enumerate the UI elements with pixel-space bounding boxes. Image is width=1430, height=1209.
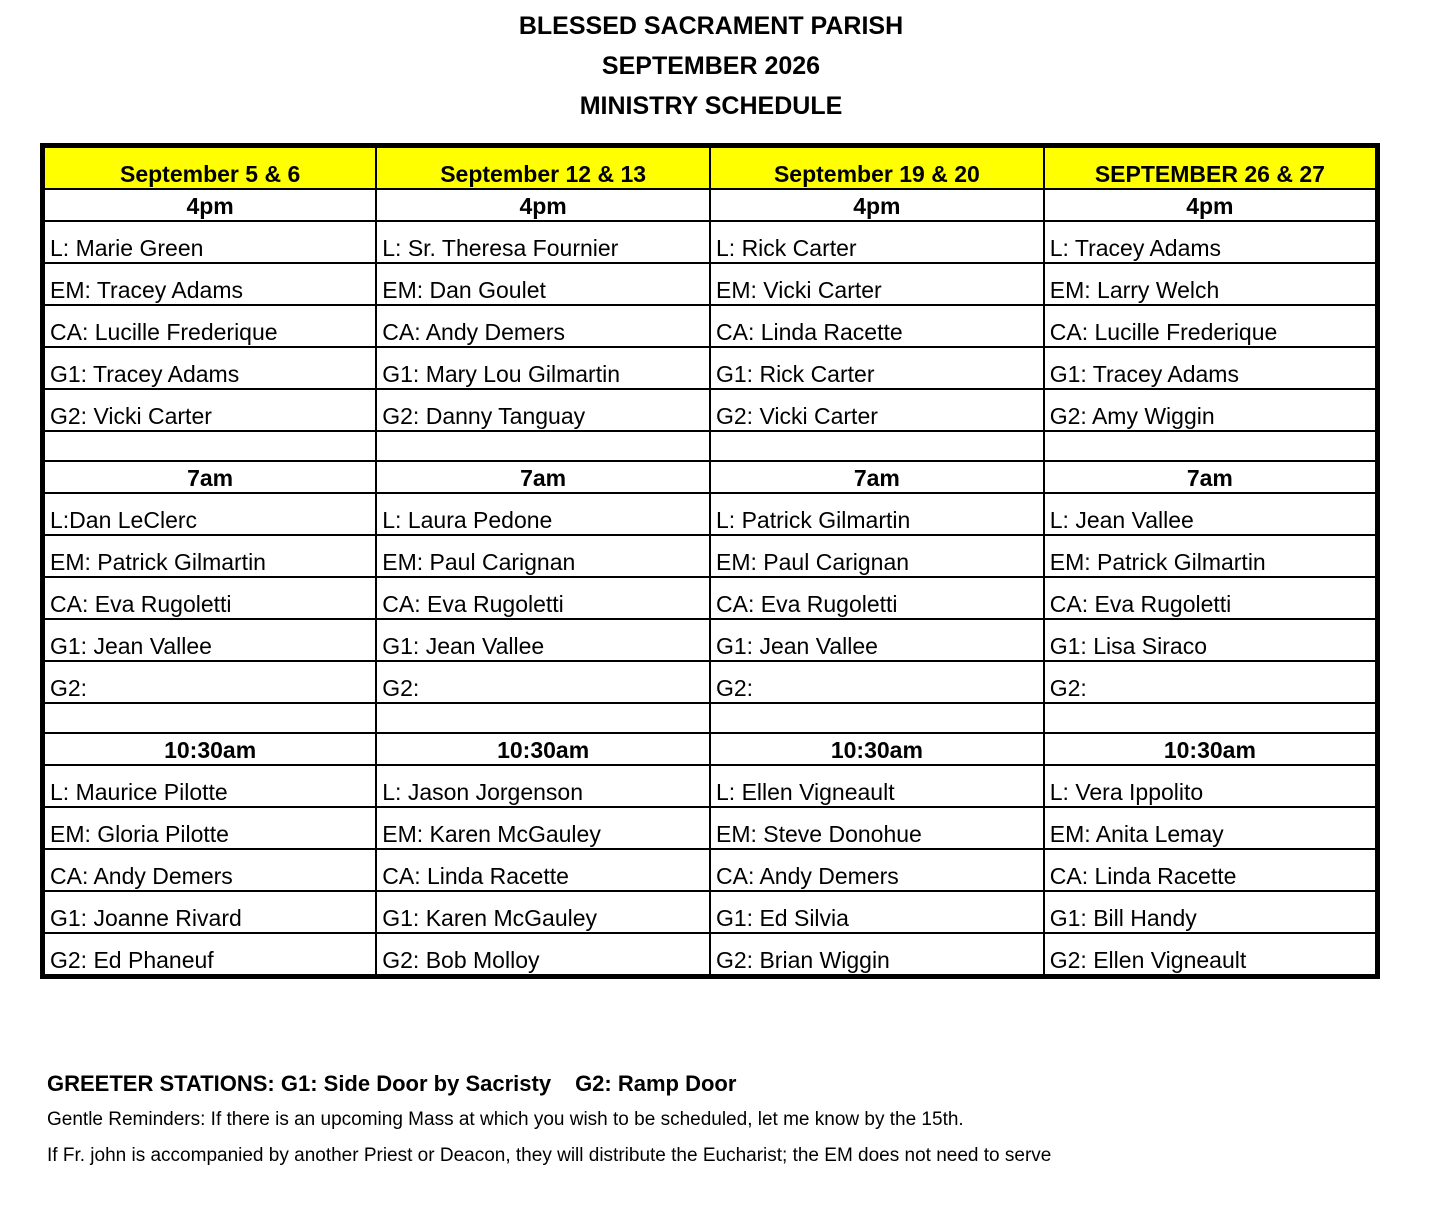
assignment-row — [43, 347, 1378, 389]
assignment-row — [43, 619, 1378, 661]
assignment-cell: EM: Paul Carignan — [710, 535, 1044, 577]
mass-time: 4pm — [1044, 189, 1378, 221]
assignment-cell: EM: Larry Welch — [1044, 263, 1378, 305]
assignment-cell: EM: Tracey Adams — [43, 263, 377, 305]
ministry-schedule-table — [40, 143, 1380, 979]
spacer-cell — [43, 703, 377, 733]
assignment-cell: L: Rick Carter — [710, 221, 1044, 263]
assignment-row — [43, 577, 1378, 619]
assignment-cell: G2: Ed Phaneuf — [43, 933, 377, 977]
assignment-cell: L: Vera Ippolito — [1044, 765, 1378, 807]
assignment-cell: L: Marie Green — [43, 221, 377, 263]
schedule-heading: MINISTRY SCHEDULE — [579, 92, 843, 120]
mass-time-row — [43, 733, 1378, 765]
assignment-cell: EM: Karen McGauley — [376, 807, 710, 849]
assignment-cell: G2: — [710, 661, 1044, 703]
spacer-cell — [710, 703, 1044, 733]
assignment-cell: L: Tracey Adams — [1044, 221, 1378, 263]
assignment-cell: L: Maurice Pilotte — [43, 765, 377, 807]
mass-time: 10:30am — [1044, 733, 1378, 765]
assignment-row — [43, 305, 1378, 347]
assignment-cell: CA: Linda Racette — [710, 305, 1044, 347]
assignment-row — [43, 535, 1378, 577]
date-header: September 5 & 6 — [43, 146, 377, 190]
document-title — [0, 6, 1422, 126]
assignment-cell: G1: Tracey Adams — [1044, 347, 1378, 389]
assignment-row — [43, 765, 1378, 807]
assignment-row — [43, 933, 1378, 977]
assignment-cell: G1: Mary Lou Gilmartin — [376, 347, 710, 389]
mass-time: 10:30am — [710, 733, 1044, 765]
assignment-row — [43, 263, 1378, 305]
assignment-cell: CA: Lucille Frederique — [43, 305, 377, 347]
assignment-cell: G1: Bill Handy — [1044, 891, 1378, 933]
assignment-cell: L: Laura Pedone — [376, 493, 710, 535]
assignment-cell: G2: Ellen Vigneault — [1044, 933, 1378, 977]
assignment-cell: EM: Vicki Carter — [710, 263, 1044, 305]
date-header: September 12 & 13 — [376, 146, 710, 190]
parish-name: BLESSED SACRAMENT PARISH — [518, 12, 904, 40]
spacer-cell — [43, 431, 377, 461]
assignment-cell: L: Patrick Gilmartin — [710, 493, 1044, 535]
assignment-cell: G1: Jean Vallee — [43, 619, 377, 661]
assignment-cell: G2: Brian Wiggin — [710, 933, 1044, 977]
assignment-cell: G2: Bob Molloy — [376, 933, 710, 977]
mass-time-row — [43, 461, 1378, 493]
assignment-cell: G1: Rick Carter — [710, 347, 1044, 389]
reminder-schedule: Gentle Reminders: If there is an upcoming Mass at which you wish to be scheduled, let me know by the 15th. — [47, 1109, 964, 1130]
assignment-row — [43, 389, 1378, 431]
assignment-cell: G2: — [376, 661, 710, 703]
assignment-cell: CA: Linda Racette — [376, 849, 710, 891]
spacer-cell — [710, 431, 1044, 461]
assignment-cell: EM: Dan Goulet — [376, 263, 710, 305]
assignment-cell: G2: Vicki Carter — [710, 389, 1044, 431]
date-header: SEPTEMBER 26 & 27 — [1044, 146, 1378, 190]
mass-time: 10:30am — [43, 733, 377, 765]
assignment-row — [43, 661, 1378, 703]
assignment-cell: CA: Eva Rugoletti — [43, 577, 377, 619]
assignment-cell: EM: Paul Carignan — [376, 535, 710, 577]
assignment-cell: CA: Linda Racette — [1044, 849, 1378, 891]
assignment-cell: EM: Steve Donohue — [710, 807, 1044, 849]
spacer-row — [43, 703, 1378, 733]
spacer-cell — [376, 431, 710, 461]
mass-time: 4pm — [376, 189, 710, 221]
mass-time: 7am — [1044, 461, 1378, 493]
schedule-month: SEPTEMBER 2026 — [601, 52, 821, 80]
spacer-row — [43, 431, 1378, 461]
date-header: September 19 & 20 — [710, 146, 1044, 190]
assignment-cell: G1: Ed Silvia — [710, 891, 1044, 933]
assignment-row — [43, 493, 1378, 535]
assignment-cell: CA: Andy Demers — [710, 849, 1044, 891]
mass-time: 4pm — [710, 189, 1044, 221]
assignment-row — [43, 807, 1378, 849]
assignment-cell: G1: Lisa Siraco — [1044, 619, 1378, 661]
assignment-cell: CA: Eva Rugoletti — [710, 577, 1044, 619]
mass-time: 7am — [376, 461, 710, 493]
reminder-eucharist: If Fr. john is accompanied by another Priest or Deacon, they will distribute the Eucharist; the EM does not need to serve — [47, 1145, 1052, 1166]
assignment-cell: CA: Andy Demers — [43, 849, 377, 891]
greeter-stations — [47, 1066, 1417, 1102]
assignment-cell: G1: Jean Vallee — [376, 619, 710, 661]
mass-time: 4pm — [43, 189, 377, 221]
greeter-station-g2: G2: Ramp Door — [575, 1071, 737, 1096]
assignment-cell: L: Jason Jorgenson — [376, 765, 710, 807]
assignment-cell: G1: Jean Vallee — [710, 619, 1044, 661]
assignment-cell: L: Sr. Theresa Fournier — [376, 221, 710, 263]
mass-time-row — [43, 189, 1378, 221]
spacer-cell — [1044, 703, 1378, 733]
assignment-cell: EM: Gloria Pilotte — [43, 807, 377, 849]
assignment-cell: L: Ellen Vigneault — [710, 765, 1044, 807]
mass-time: 10:30am — [376, 733, 710, 765]
mass-time: 7am — [43, 461, 377, 493]
spacer-cell — [376, 703, 710, 733]
assignment-cell: CA: Andy Demers — [376, 305, 710, 347]
assignment-cell: G1: Joanne Rivard — [43, 891, 377, 933]
assignment-cell: G1: Tracey Adams — [43, 347, 377, 389]
assignment-row — [43, 891, 1378, 933]
assignment-cell: G2: Amy Wiggin — [1044, 389, 1378, 431]
assignment-cell: G2: Vicki Carter — [43, 389, 377, 431]
assignment-cell: L: Jean Vallee — [1044, 493, 1378, 535]
assignment-cell: G2: Danny Tanguay — [376, 389, 710, 431]
assignment-cell: G2: — [43, 661, 377, 703]
spacer-cell — [1044, 431, 1378, 461]
assignment-cell: CA: Eva Rugoletti — [376, 577, 710, 619]
assignment-cell: L:Dan LeClerc — [43, 493, 377, 535]
assignment-cell: EM: Anita Lemay — [1044, 807, 1378, 849]
mass-time: 7am — [710, 461, 1044, 493]
date-header-row — [43, 146, 1378, 190]
assignment-cell: CA: Eva Rugoletti — [1044, 577, 1378, 619]
assignment-cell: G1: Karen McGauley — [376, 891, 710, 933]
assignment-cell: G2: — [1044, 661, 1378, 703]
assignment-row — [43, 849, 1378, 891]
assignment-row — [43, 221, 1378, 263]
assignment-cell: EM: Patrick Gilmartin — [1044, 535, 1378, 577]
assignment-cell: CA: Lucille Frederique — [1044, 305, 1378, 347]
assignment-cell: EM: Patrick Gilmartin — [43, 535, 377, 577]
footer-notes — [47, 1066, 1417, 1174]
greeter-station-g1: GREETER STATIONS: G1: Side Door by Sacristy — [47, 1071, 552, 1096]
